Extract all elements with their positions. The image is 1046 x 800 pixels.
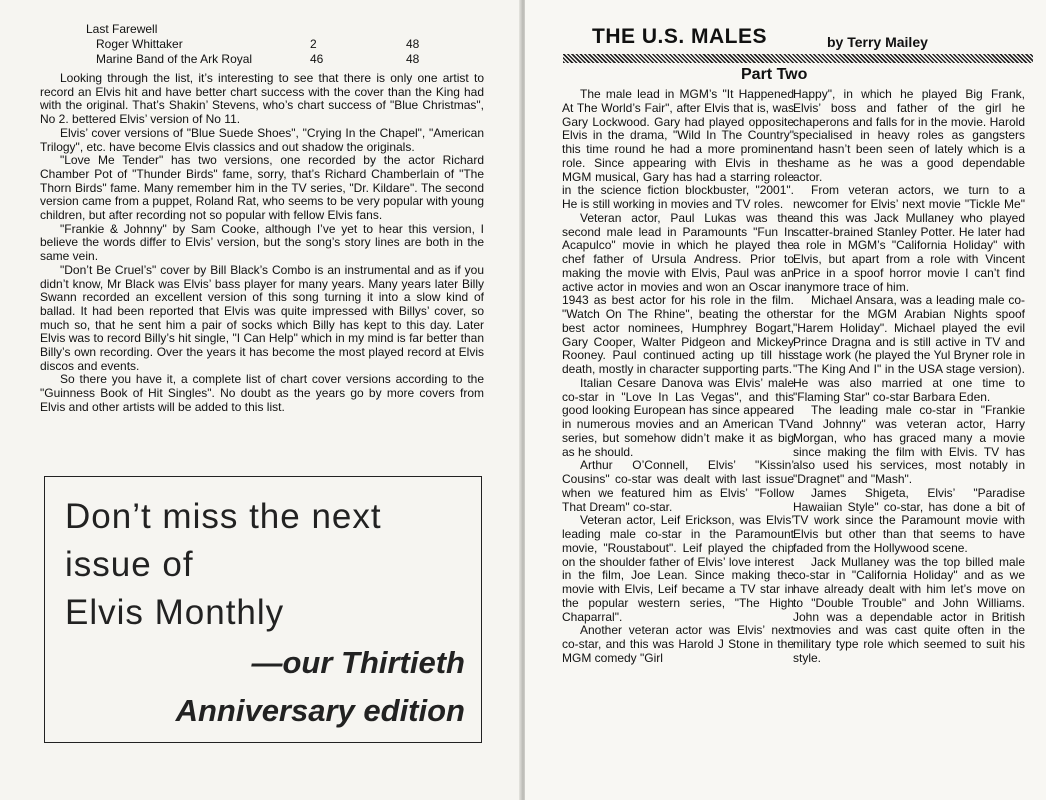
article-paragraph: Michael Ansara, was a leading male co-star for the MGM Arabian Nights spoof "Harem Holiday". Michael played the evil Prince Dragna and is still active in TV and stage work (he played the Yul Bryner role in "The King And I" in the USA stage version). He was also married at one time to "Flaming Star" co-star Barbara Eden.	[793, 293, 1025, 404]
advert-line: Don’t miss the next	[65, 497, 382, 536]
article-paragraph: From veteran actors, we turn to a newcomer for Elvis’ next movie "Tickle Me" and this was Jack Mullaney who played scatter-brained Stanley Potter. He later had a role in MGM’s "California Holiday" with Elvis, but apart from a role with Vincent Price in a spoof horror movie I can’t find anymore trace of him.	[793, 183, 1025, 294]
advert-line: Elvis Monthly	[65, 593, 285, 632]
article-byline: by Terry Mailey	[827, 34, 928, 50]
article-paragraph: Arthur O’Connell, Elvis’ "Kissin’ Cousins" co-star was dealt with last issue when we featured him as Elvis’ "Follow That Dream" co-star.	[562, 458, 794, 514]
farewell-value-2: 48	[406, 37, 420, 51]
article-paragraph: Looking through the list, it’s interesting to see that there is only one artist to record an Elvis hit and have better chart success with the cover than the King had with the original. That’s Shakin’ Stevens, who’s chart success of "Blue Christmas", No 2. bettered Elvis’ version of No 11.	[40, 71, 484, 127]
farewell-row	[86, 37, 446, 52]
left-page	[0, 0, 521, 800]
farewell-title: Marine Band of the Ark Royal	[96, 52, 253, 66]
farewell-title: Roger Whittaker	[96, 37, 183, 51]
cover-versions-article	[40, 72, 484, 415]
article-paragraph: The leading male co-star in "Frankie and Johnny" was veteran actor, Harry Morgan, who has graced many a movie since making the film with Elvis. TV has also used his services, most notably in "Dragnet" and "Mash".	[793, 403, 1025, 486]
article-paragraph-continued: Happy", in which he played Big Frank, Elvis’ boss and father of the girl he chaperons and falls for in the movie. Harold specialised in heavy roles as gangsters and hasn’t been seen of lately which is a shame as he was a good dependable actor.	[793, 87, 1025, 184]
farewell-heading-row	[86, 22, 446, 37]
farewell-value-1: 46	[310, 52, 324, 66]
advert-line: Anniversary edition	[175, 693, 465, 728]
article-title: THE U.S. MALES	[592, 25, 768, 48]
advert-line: issue of	[65, 545, 194, 584]
farewell-value-1: 2	[310, 37, 317, 51]
article-column-2	[793, 88, 1025, 666]
article-subtitle: Part Two	[741, 66, 808, 83]
article-paragraph: Jack Mullaney was the top billed male co-star in "California Holiday" and as we have already dealt with him let’s move on to "Double Trouble" and John Williams. John was a dependable actor in British movies and was cast quite often in the military type role which seemed to suit his style.	[793, 554, 1025, 665]
title-rule	[563, 54, 1033, 63]
article-paragraph: "Don’t Be Cruel’s" cover by Bill Black’s Combo is an instrumental and as if you didn’t know, Mr Black was Elvis’ bass player for many years. Many years later Billy Swann recorded an excellent version of this song turning it into a slow kind of ballad. It had been reported that Elvis was quite impressed with Billys’ cover, so much so, that he sent him a pair of socks which Billy has kept to this day. Later Elvis was to record Billy’s hit single, "I Can Help" which in my mind is far better than Billy’s own recording. Over the years it has become the most played record at Elvis discos and events.	[40, 262, 484, 373]
next-issue-advert	[44, 476, 482, 743]
article-paragraph: Elvis’ cover versions of "Blue Suede Shoes", "Crying In the Chapel", "American Trilogy", etc. have become Elvis classics and out shadow the originals.	[40, 125, 484, 154]
article-paragraph: The male lead in MGM’s "It Happened At The World’s Fair", after Elvis that is, was Gary Lockwood. Gary had played opposite Elvis in the drama, "Wild In The Country" this time round he had a more prominent role. Since appearing with Elvis in the MGM musical, Gary has had a starring role in the science fiction blockbuster, "2001". He is still working in movies and TV roles.	[562, 87, 794, 211]
article-column-1	[562, 88, 794, 666]
farewell-row	[86, 52, 446, 67]
article-paragraph: Another veteran actor was Elvis’ next co-star, and this was Harold J Stone in the MGM comedy "Girl	[562, 623, 794, 665]
farewell-value-2: 48	[406, 52, 420, 66]
article-paragraph: Italian Cesare Danova was Elvis’ male co-star in "Love In Las Vegas", and this good looking European has since appeared in numerous movies and an American TV series, but somehow didn’t make it as big as he should.	[562, 375, 794, 459]
article-paragraph: So there you have it, a complete list of chart cover versions according to the "Guinness Book of Hit Singles". No doubt as the years go by more covers from Elvis and other artists will be added to this list.	[40, 372, 484, 414]
farewell-heading: Last Farewell	[86, 22, 158, 36]
farewell-table	[86, 22, 446, 67]
article-paragraph: "Frankie & Johnny" by Sam Cooke, although I’ve yet to hear this version, I believe the words differ to Elvis’ version, but the song’s story lines are both in the same vein.	[40, 221, 484, 264]
article-paragraph: "Love Me Tender" has two versions, one recorded by the actor Richard Chamber Pot of "Thunder Birds" fame, sorry, that’s Richard Chamberlain of "The Thorn Birds" fame. Many remember him in the TV series, "Dr. Kildare". The second version came from a puppet, Roland Rat, who seems to be very popular with young children, but after recording not so popular with fellow Elvis fans.	[40, 153, 484, 223]
advert-line: —our Thirtieth	[251, 645, 465, 680]
article-paragraph: Veteran actor, Paul Lukas was the second male lead in Paramounts "Fun In Acapulco" movie in which he played the chef father of Ursula Andress. Prior to making the movie with Elvis, Paul was an active actor in movies and won an Oscar in 1943 as best actor for his role in the film. "Watch On The Rhine", beating the other best actor nominees, Humphrey Bogart, Gary Cooper, Walter Pidgeon and Mickey Rooney. Paul continued acting up till his death, mostly in character supporting parts.	[562, 210, 794, 376]
article-paragraph: James Shigeta, Elvis’ "Paradise Hawaiian Style" co-star, has done a bit of TV work since the Paramount movie with Elvis but other than that seems to have faded from the Hollywood scene.	[793, 485, 1025, 555]
article-paragraph: Veteran actor, Leif Erickson, was Elvis’ leading male co-star in the Paramount movie, "Roustabout". Leif played the chip on the shoulder father of Elvis’ love interest in the film, Joe Lean. Since making the movie with Elvis, Leif became a TV star in the popular western series, "The High Chaparral".	[562, 513, 794, 624]
